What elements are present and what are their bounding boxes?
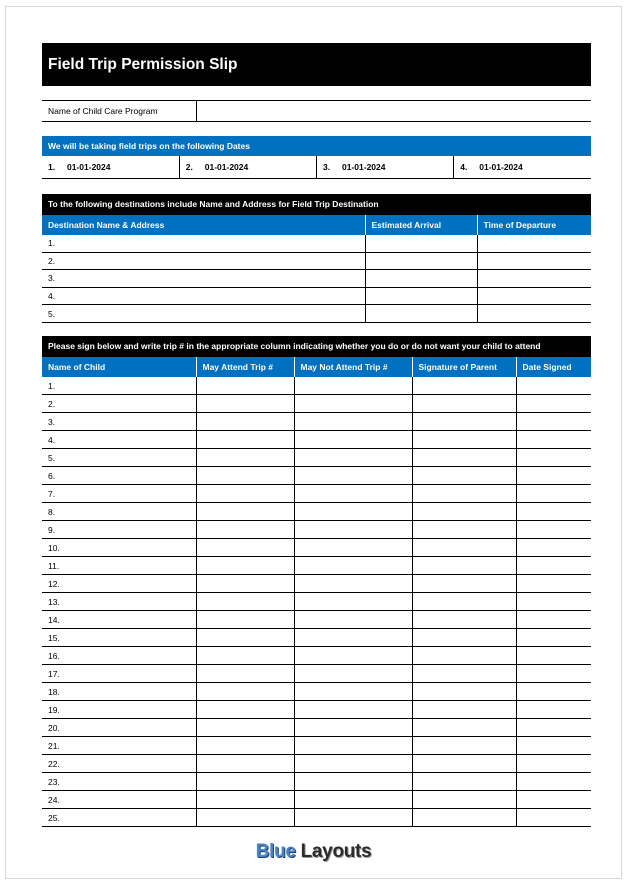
destinations-column-header: Estimated Arrival bbox=[365, 215, 477, 235]
child-name-cell[interactable]: 16. bbox=[42, 647, 196, 665]
child-name-cell[interactable]: 23. bbox=[42, 773, 196, 791]
may-not-attend-cell[interactable] bbox=[294, 809, 412, 827]
may-not-attend-cell[interactable] bbox=[294, 755, 412, 773]
may-not-attend-cell[interactable] bbox=[294, 791, 412, 809]
trip-date-number: 2. bbox=[185, 161, 193, 172]
parent-signature-cell[interactable] bbox=[412, 395, 516, 413]
destination-name-cell[interactable]: 2. bbox=[42, 252, 365, 270]
child-name-cell[interactable]: 7. bbox=[42, 485, 196, 503]
date-signed-cell[interactable] bbox=[516, 377, 591, 395]
parent-signature-cell[interactable] bbox=[412, 683, 516, 701]
may-not-attend-cell[interactable] bbox=[294, 521, 412, 539]
date-signed-cell[interactable] bbox=[516, 521, 591, 539]
signature-row bbox=[42, 539, 591, 557]
child-name-cell[interactable]: 12. bbox=[42, 575, 196, 593]
signatures-table bbox=[42, 357, 591, 828]
may-attend-cell[interactable] bbox=[196, 557, 294, 575]
date-signed-cell[interactable] bbox=[516, 737, 591, 755]
parent-signature-cell[interactable] bbox=[412, 701, 516, 719]
date-signed-cell[interactable] bbox=[516, 593, 591, 611]
signature-row bbox=[42, 701, 591, 719]
parent-signature-cell[interactable] bbox=[412, 773, 516, 791]
may-attend-cell[interactable] bbox=[196, 665, 294, 683]
date-signed-cell[interactable] bbox=[516, 539, 591, 557]
estimated-arrival-cell[interactable] bbox=[365, 252, 477, 270]
date-signed-cell[interactable] bbox=[516, 629, 591, 647]
trip-date-cell[interactable] bbox=[454, 156, 591, 178]
date-signed-cell[interactable] bbox=[516, 809, 591, 827]
signatures-header-row bbox=[42, 357, 591, 377]
time-of-departure-cell[interactable] bbox=[477, 305, 591, 323]
trip-date-number: 3. bbox=[323, 161, 331, 172]
child-name-cell[interactable]: 5. bbox=[42, 449, 196, 467]
may-attend-cell[interactable] bbox=[196, 539, 294, 557]
signature-row bbox=[42, 467, 591, 485]
parent-signature-cell[interactable] bbox=[412, 647, 516, 665]
may-not-attend-cell[interactable] bbox=[294, 683, 412, 701]
may-attend-cell[interactable] bbox=[196, 647, 294, 665]
may-attend-cell[interactable] bbox=[196, 467, 294, 485]
child-name-cell[interactable]: 8. bbox=[42, 503, 196, 521]
trip-date-number: 4. bbox=[460, 161, 468, 172]
may-attend-cell[interactable] bbox=[196, 413, 294, 431]
parent-signature-cell[interactable] bbox=[412, 503, 516, 521]
parent-signature-cell[interactable] bbox=[412, 665, 516, 683]
parent-signature-cell[interactable] bbox=[412, 377, 516, 395]
destination-row bbox=[42, 305, 591, 323]
child-name-cell[interactable]: 1. bbox=[42, 377, 196, 395]
parent-signature-cell[interactable] bbox=[412, 467, 516, 485]
signature-row bbox=[42, 809, 591, 827]
program-name-field[interactable] bbox=[196, 101, 591, 122]
may-not-attend-cell[interactable] bbox=[294, 665, 412, 683]
may-attend-cell[interactable] bbox=[196, 449, 294, 467]
signature-row bbox=[42, 557, 591, 575]
signature-row bbox=[42, 521, 591, 539]
destinations-body bbox=[42, 235, 591, 323]
parent-signature-cell[interactable] bbox=[412, 485, 516, 503]
may-attend-cell[interactable] bbox=[196, 719, 294, 737]
destinations-table bbox=[42, 215, 591, 323]
may-not-attend-cell[interactable] bbox=[294, 431, 412, 449]
signature-row bbox=[42, 395, 591, 413]
may-not-attend-cell[interactable] bbox=[294, 557, 412, 575]
child-name-cell[interactable]: 24. bbox=[42, 791, 196, 809]
may-not-attend-cell[interactable] bbox=[294, 593, 412, 611]
may-not-attend-cell[interactable] bbox=[294, 413, 412, 431]
trip-date-value: 01-01-2024 bbox=[204, 161, 249, 172]
date-signed-cell[interactable] bbox=[516, 665, 591, 683]
signatures-body bbox=[42, 377, 591, 827]
blue-layouts-logo bbox=[6, 841, 621, 863]
signature-row bbox=[42, 629, 591, 647]
parent-signature-cell[interactable] bbox=[412, 539, 516, 557]
may-attend-cell[interactable] bbox=[196, 593, 294, 611]
date-signed-cell[interactable] bbox=[516, 701, 591, 719]
child-name-cell[interactable]: 2. bbox=[42, 395, 196, 413]
date-signed-cell[interactable] bbox=[516, 431, 591, 449]
may-not-attend-cell[interactable] bbox=[294, 449, 412, 467]
may-attend-cell[interactable] bbox=[196, 629, 294, 647]
may-not-attend-cell[interactable] bbox=[294, 377, 412, 395]
trip-date-value: 01-01-2024 bbox=[479, 161, 523, 172]
estimated-arrival-cell[interactable] bbox=[365, 287, 477, 305]
signature-row bbox=[42, 485, 591, 503]
signature-row bbox=[42, 647, 591, 665]
date-signed-cell[interactable] bbox=[516, 503, 591, 521]
may-attend-cell[interactable] bbox=[196, 737, 294, 755]
date-signed-cell[interactable] bbox=[516, 575, 591, 593]
parent-signature-cell[interactable] bbox=[412, 737, 516, 755]
may-attend-cell[interactable] bbox=[196, 485, 294, 503]
may-attend-cell[interactable] bbox=[196, 701, 294, 719]
estimated-arrival-cell[interactable] bbox=[365, 235, 477, 253]
signature-row bbox=[42, 773, 591, 791]
child-name-cell[interactable]: 6. bbox=[42, 467, 196, 485]
may-not-attend-cell[interactable] bbox=[294, 395, 412, 413]
signature-row bbox=[42, 503, 591, 521]
may-not-attend-cell[interactable] bbox=[294, 611, 412, 629]
may-not-attend-cell[interactable] bbox=[294, 575, 412, 593]
signatures-column-header: Signature of Parent bbox=[412, 357, 516, 377]
may-attend-cell[interactable] bbox=[196, 791, 294, 809]
signature-row bbox=[42, 719, 591, 737]
dates-section-header: We will be taking field trips on the following Dates bbox=[42, 136, 591, 156]
signature-row bbox=[42, 665, 591, 683]
trip-date-number: 1. bbox=[48, 161, 56, 172]
parent-signature-cell[interactable] bbox=[412, 557, 516, 575]
date-signed-cell[interactable] bbox=[516, 395, 591, 413]
signatures-column-header: Date Signed bbox=[516, 357, 591, 377]
destination-name-cell[interactable]: 5. bbox=[42, 305, 365, 323]
destinations-column-header: Time of Departure bbox=[477, 215, 591, 235]
may-not-attend-cell[interactable] bbox=[294, 647, 412, 665]
logo-word-layouts: Layouts bbox=[300, 841, 372, 862]
signature-row bbox=[42, 377, 591, 395]
parent-signature-cell[interactable] bbox=[412, 611, 516, 629]
destination-row bbox=[42, 287, 591, 305]
signature-row bbox=[42, 431, 591, 449]
may-attend-cell[interactable] bbox=[196, 377, 294, 395]
parent-signature-cell[interactable] bbox=[412, 593, 516, 611]
permission-slip-form bbox=[42, 43, 591, 827]
estimated-arrival-cell[interactable] bbox=[365, 270, 477, 288]
may-not-attend-cell[interactable] bbox=[294, 485, 412, 503]
child-name-cell[interactable]: 9. bbox=[42, 521, 196, 539]
child-name-cell[interactable]: 21. bbox=[42, 737, 196, 755]
child-name-cell[interactable]: 10. bbox=[42, 539, 196, 557]
parent-signature-cell[interactable] bbox=[412, 629, 516, 647]
destination-name-cell[interactable]: 4. bbox=[42, 287, 365, 305]
child-name-cell[interactable]: 19. bbox=[42, 701, 196, 719]
trip-date-value: 01-01-2024 bbox=[67, 161, 111, 172]
child-name-cell[interactable]: 14. bbox=[42, 611, 196, 629]
child-name-cell[interactable]: 25. bbox=[42, 809, 196, 827]
form-title: Field Trip Permission Slip bbox=[42, 43, 591, 86]
signature-row bbox=[42, 791, 591, 809]
trip-date-cell[interactable] bbox=[42, 156, 179, 178]
parent-signature-cell[interactable] bbox=[412, 755, 516, 773]
program-name-label: Name of Child Care Program bbox=[42, 101, 196, 122]
destination-name-cell[interactable]: 3. bbox=[42, 270, 365, 288]
signature-row bbox=[42, 737, 591, 755]
date-signed-cell[interactable] bbox=[516, 791, 591, 809]
child-name-cell[interactable]: 18. bbox=[42, 683, 196, 701]
child-name-cell[interactable]: 22. bbox=[42, 755, 196, 773]
may-attend-cell[interactable] bbox=[196, 503, 294, 521]
may-not-attend-cell[interactable] bbox=[294, 467, 412, 485]
trip-date-cell[interactable] bbox=[317, 156, 454, 178]
time-of-departure-cell[interactable] bbox=[477, 235, 591, 253]
destinations-header-row bbox=[42, 215, 591, 235]
may-attend-cell[interactable] bbox=[196, 809, 294, 827]
date-signed-cell[interactable] bbox=[516, 683, 591, 701]
may-attend-cell[interactable] bbox=[196, 755, 294, 773]
signatures-section-header: Please sign below and write trip # in the appropriate column indicating whether you do or do not want your child to attend bbox=[42, 336, 591, 357]
logo-word-blue: Blue bbox=[255, 841, 296, 862]
parent-signature-cell[interactable] bbox=[412, 521, 516, 539]
child-name-cell[interactable]: 3. bbox=[42, 413, 196, 431]
may-not-attend-cell[interactable] bbox=[294, 719, 412, 737]
signature-row bbox=[42, 593, 591, 611]
child-name-cell[interactable]: 4. bbox=[42, 431, 196, 449]
time-of-departure-cell[interactable] bbox=[477, 287, 591, 305]
may-attend-cell[interactable] bbox=[196, 575, 294, 593]
trip-date-value: 01-01-2024 bbox=[342, 161, 386, 172]
date-signed-cell[interactable] bbox=[516, 611, 591, 629]
destination-name-cell[interactable]: 1. bbox=[42, 235, 365, 253]
child-name-cell[interactable]: 17. bbox=[42, 665, 196, 683]
time-of-departure-cell[interactable] bbox=[477, 270, 591, 288]
date-signed-cell[interactable] bbox=[516, 647, 591, 665]
date-signed-cell[interactable] bbox=[516, 413, 591, 431]
date-signed-cell[interactable] bbox=[516, 557, 591, 575]
child-name-cell[interactable]: 20. bbox=[42, 719, 196, 737]
signature-row bbox=[42, 575, 591, 593]
child-name-cell[interactable]: 15. bbox=[42, 629, 196, 647]
may-attend-cell[interactable] bbox=[196, 431, 294, 449]
parent-signature-cell[interactable] bbox=[412, 719, 516, 737]
parent-signature-cell[interactable] bbox=[412, 809, 516, 827]
may-attend-cell[interactable] bbox=[196, 395, 294, 413]
may-attend-cell[interactable] bbox=[196, 611, 294, 629]
parent-signature-cell[interactable] bbox=[412, 431, 516, 449]
may-not-attend-cell[interactable] bbox=[294, 539, 412, 557]
destinations-section-header: To the following destinations include Name and Address for Field Trip Destination bbox=[42, 194, 591, 215]
estimated-arrival-cell[interactable] bbox=[365, 305, 477, 323]
may-attend-cell[interactable] bbox=[196, 773, 294, 791]
may-not-attend-cell[interactable] bbox=[294, 629, 412, 647]
parent-signature-cell[interactable] bbox=[412, 791, 516, 809]
trip-dates-row bbox=[42, 156, 591, 178]
signatures-column-header: Name of Child bbox=[42, 357, 196, 377]
may-attend-cell[interactable] bbox=[196, 683, 294, 701]
date-signed-cell[interactable] bbox=[516, 773, 591, 791]
may-not-attend-cell[interactable] bbox=[294, 737, 412, 755]
destinations-column-header: Destination Name & Address bbox=[42, 215, 365, 235]
signature-row bbox=[42, 683, 591, 701]
child-name-cell[interactable]: 13. bbox=[42, 593, 196, 611]
date-signed-cell[interactable] bbox=[516, 449, 591, 467]
signature-row bbox=[42, 611, 591, 629]
may-attend-cell[interactable] bbox=[196, 521, 294, 539]
signature-row bbox=[42, 413, 591, 431]
program-name-table bbox=[42, 100, 591, 122]
signature-row bbox=[42, 755, 591, 773]
signature-row bbox=[42, 449, 591, 467]
trip-dates-table bbox=[42, 156, 591, 179]
date-signed-cell[interactable] bbox=[516, 719, 591, 737]
date-signed-cell[interactable] bbox=[516, 755, 591, 773]
may-not-attend-cell[interactable] bbox=[294, 773, 412, 791]
parent-signature-cell[interactable] bbox=[412, 449, 516, 467]
document-page bbox=[5, 6, 622, 879]
parent-signature-cell[interactable] bbox=[412, 575, 516, 593]
signatures-column-header: May Attend Trip # bbox=[196, 357, 294, 377]
may-not-attend-cell[interactable] bbox=[294, 701, 412, 719]
destination-row bbox=[42, 270, 591, 288]
child-name-cell[interactable]: 11. bbox=[42, 557, 196, 575]
date-signed-cell[interactable] bbox=[516, 467, 591, 485]
parent-signature-cell[interactable] bbox=[412, 413, 516, 431]
destination-row bbox=[42, 235, 591, 253]
time-of-departure-cell[interactable] bbox=[477, 252, 591, 270]
date-signed-cell[interactable] bbox=[516, 485, 591, 503]
may-not-attend-cell[interactable] bbox=[294, 503, 412, 521]
signatures-column-header: May Not Attend Trip # bbox=[294, 357, 412, 377]
destination-row bbox=[42, 252, 591, 270]
trip-date-cell[interactable] bbox=[179, 156, 316, 178]
